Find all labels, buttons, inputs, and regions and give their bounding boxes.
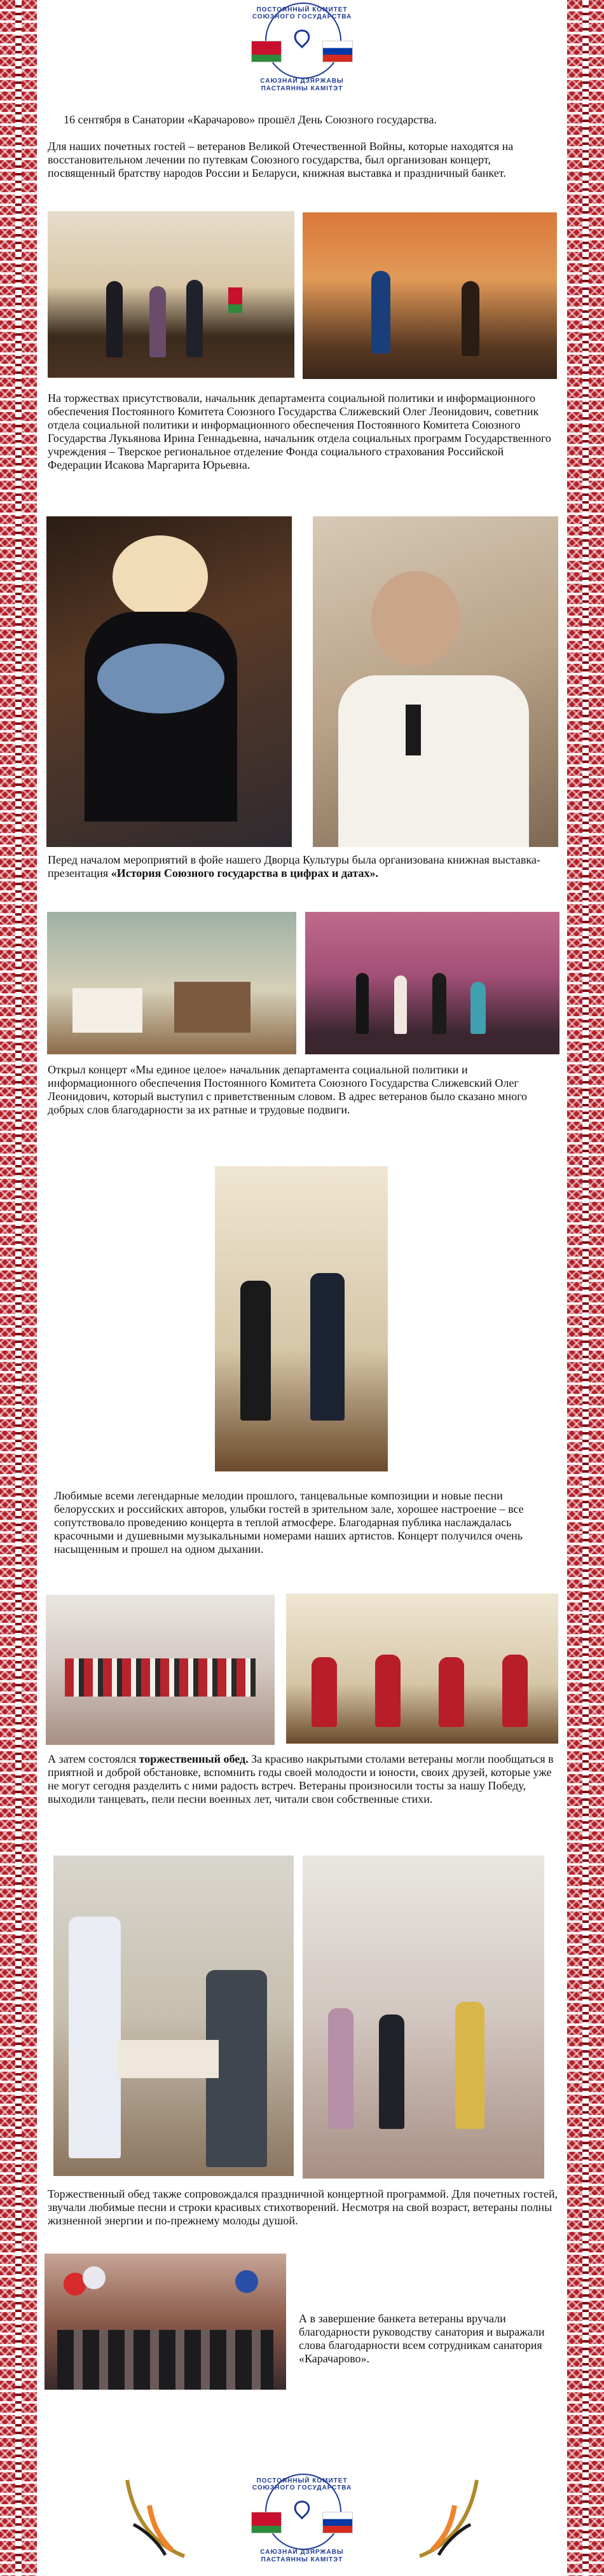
bottom-logo bbox=[251, 2474, 353, 2569]
folk-singers-photo bbox=[286, 1594, 558, 1744]
dancing-hall-photo bbox=[303, 1856, 544, 2179]
bottom-russia-flag-icon bbox=[322, 2512, 353, 2533]
singer-orange-stage-photo bbox=[303, 212, 557, 379]
left-ornamental-border bbox=[0, 0, 37, 2576]
paragraph-concert-opening: Открыл концерт «Мы единое целое» начальник департамента социальной политики и информационного обеспечения Постоянного Комитета Союзного Государства Слижевский Олег Леонидович, который выступил с приветственным словом. В адрес ветеранов было сказано много добрых слов благодарности за их ратные и трудовые подвиги. bbox=[48, 1063, 528, 1116]
laurel-left-icon bbox=[114, 2467, 191, 2563]
bottom-seal-bottom-text: САЮЗНАЙ ДЗЯРЖАВЫ ПАСТАЯННЫ КАМІТЭТ bbox=[260, 2549, 344, 2563]
paragraph-dinner-program: Торжественный обед также сопровождался праздничной концертной программой. Для почетных гостей, звучали любимые песни и строки красивых стихотворений. Несмотря на свой возраст, ветераны полны жизненной энергии и по-прежнему молоды душой. bbox=[48, 2187, 558, 2227]
paragraph-guests: Для наших почетных гостей – ветеранов Великой Отечественной Войны, которые находятся на восстановительном лечении по путевкам Союзного государства, был организован концерт, посвященный братству народов России и Беларуси, книжная выставка и праздничный банкет. bbox=[48, 140, 514, 179]
paragraph-closing: А в завершение банкета ветераны вручали благодарности руководству санатория и выражали слова благодарности всем сотрудникам санатория «Карачарово». bbox=[299, 2312, 545, 2365]
seal-top-text: ПОСТОЯННЫЙ КОМИТЕТ СОЮЗНОГО ГОСУДАРСТВА bbox=[252, 6, 352, 20]
choir-stage-photo bbox=[46, 1595, 275, 1745]
dinner-toast-photo bbox=[53, 1856, 294, 2176]
belarus-flag-icon bbox=[251, 41, 282, 62]
woman-speaker-photo bbox=[46, 516, 292, 847]
group-balloons-photo bbox=[45, 2254, 286, 2390]
paragraph-intro: 16 сентября в Санатории «Карачарово» прошёл День Союзного государства. bbox=[64, 113, 437, 126]
right-ornamental-border bbox=[567, 0, 604, 2576]
committee-seal bbox=[251, 3, 353, 98]
russia-flag-icon bbox=[322, 41, 353, 62]
paragraph-concert-mood: Любимые всеми легендарные мелодии прошлого, танцевальные композиции и новые песни белорусских и российских авторов, улыбки гостей в зрительном зале, хорошее настроение – все сопутствовало проведению концерта в теплой атмосфере. Благодарная публика наслаждалась красочными и душевными музыкальными номерами наших артистов. Концерт получился очень насыщенным и прошел на одном дыхании. bbox=[54, 1489, 524, 1555]
veteran-speaker-photo bbox=[313, 516, 558, 847]
bottom-committee-seal bbox=[251, 2474, 353, 2569]
book-exhibition-photo bbox=[47, 912, 296, 1054]
paragraph-exhibition: Перед началом мероприятий в фойе нашего Дворца Культуры была организована книжная выставка-презентация «История Союзного государства в цифрах и датах». bbox=[48, 853, 540, 879]
dinner-highlight: торжественный обед. bbox=[139, 1753, 249, 1765]
seal-bottom-text: САЮЗНАЙ ДЗЯРЖАВЫ ПАСТАЯННЫ КАМІТЭТ bbox=[260, 78, 344, 92]
paragraph-attendees: На торжествах присутствовали, начальник департамента социальной политики и информационного обеспечения Постоянного Комитета Союзного Государства Слижевский Олег Леонидович, советник отдела социальной политики и информационного обеспечения Постоянного Комитета Союзного Государства Лукьянова Ирина Геннадьевна, начальник отдела социальных программ Государственного учреждения – Тверское региональное отделение Фонда социального страхования Российской Федерации Исакова Маргарита Юрьевна. bbox=[48, 392, 551, 471]
bottom-belarus-flag-icon bbox=[251, 2512, 282, 2533]
stage-group-photo bbox=[48, 211, 294, 378]
laurel-right-icon bbox=[413, 2467, 490, 2563]
bottom-seal-top-text: ПОСТОЯННЫЙ КОМИТЕТ СОЮЗНОГО ГОСУДАРСТВА bbox=[252, 2477, 352, 2491]
paragraph-dinner: А затем состоялся торжественный обед. За красиво накрытыми столами ветераны могли пообщаться в приятной и доброй обстановке, вспомнить годы своей молодости и юности, своих друзей, которые уже не могут сегодня разделить с ними радость встреч. Ветераны произносили тосты за нашу Победу, выходили танцевать, пели песни военных лет, читали свои собственные стихи. bbox=[48, 1753, 554, 1805]
stage-dancers-photo bbox=[305, 912, 559, 1054]
top-logo bbox=[251, 3, 353, 98]
exhibition-title: «История Союзного государства в цифрах и датах». bbox=[111, 867, 379, 879]
two-speakers-stage-photo bbox=[215, 1166, 388, 1471]
